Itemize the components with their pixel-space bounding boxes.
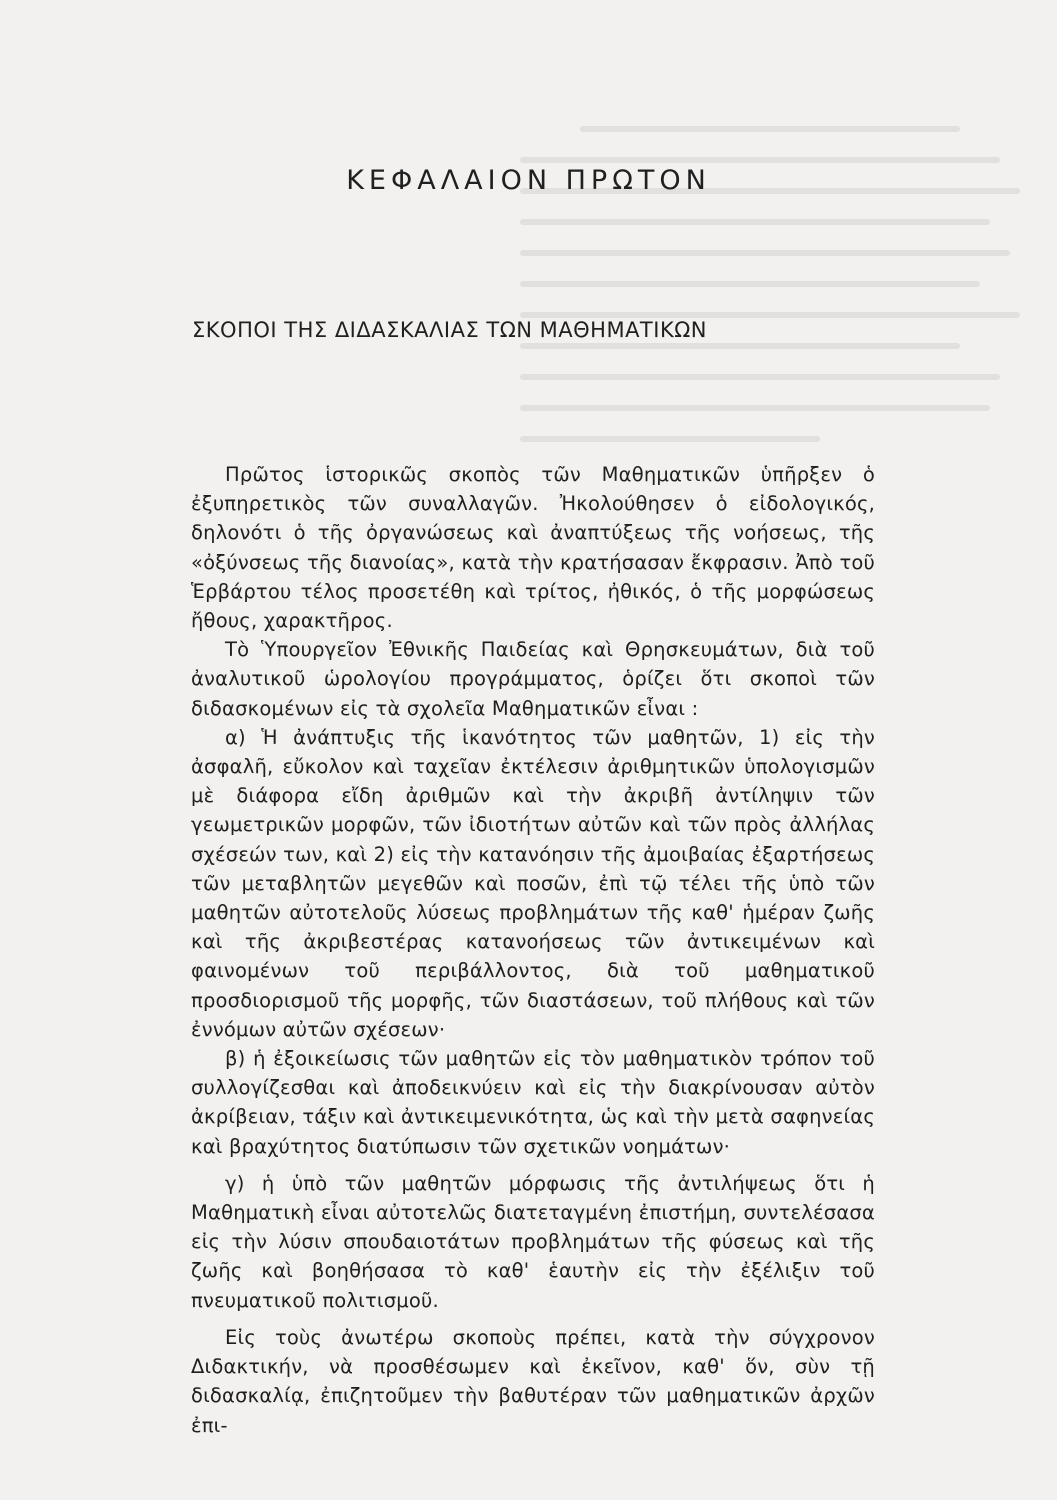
paragraph-5: γ) ἡ ὑπὸ τῶν μαθητῶν μόρφωσις τῆς ἀντιλήψεως ὅτι ἡ Μαθηματικὴ εἶναι αὐτοτελῶς διατεταγμένη ἐπιστήμη, συντελέσασα εἰς τὴν λύσιν σπουδαιοτάτων προβλημάτων τῆς φύσεως καὶ τῆς ζωῆς καὶ βοηθήσασα τὸ καθ' ἑαυτὴν εἰς τὴν ἐξέλιξιν τοῦ πνευματικοῦ πολιτισμοῦ. — [191, 1171, 875, 1312]
paragraph-6: Εἰς τοὺς ἀνωτέρω σκοποὺς πρέπει, κατὰ τὴν σύγχρονον Διδακτικήν, νὰ προσθέσωμεν καὶ ἐκεῖνον, καθ' ὅν, σὺν τῇ διδασκαλίᾳ, ἐπιζητοῦμεν τὴν βαθυτέραν τῶν μαθηματικῶν ἀρχῶν ἐπι- — [191, 1325, 875, 1437]
paragraph-4: β) ἡ ἐξοικείωσις τῶν μαθητῶν εἰς τὸν μαθηματικὸν τρόπον τοῦ συλλογίζεσθαι καὶ ἀποδεικνύειν καὶ εἰς τὴν διακρίνουσαν αὐτὸν ἀκρίβειαν, τάξιν καὶ ἀντικειμενικότητα, ὡς καὶ τὴν μετὰ σαφηνείας καὶ βραχύτητος διατύπωσιν τῶν σχετικῶν νοημάτων· — [191, 1047, 875, 1158]
chapter-title: ΚΕΦΑΛΑΙΟΝ ΠΡΩΤΟΝ — [346, 165, 711, 196]
paragraph-1: Πρῶτος ἱστορικῶς σκοπὸς τῶν Μαθηματικῶν ὑπῆρξεν ὁ ἐξυπηρετικὸς τῶν συναλλαγῶν. Ἠκολούθησεν ὁ εἰδολογικός, δηλονότι ὁ τῆς ὀργανώσεως καὶ ἀναπτύξεως τῆς νοήσεως, τῆς «ὀξύνσεως τῆς διανοίας», κατὰ τὴν κρατήσασαν ἔκφρασιν. Ἀπὸ τοῦ Ἑρβάρτου τέλος προσετέθη καὶ τρίτος, ἠθικός, ὁ τῆς μορφώσεως ἤθους, χαρακτῆρος. — [191, 463, 875, 633]
paragraph-2: Τὸ Ὑπουργεῖον Ἐθνικῆς Παιδείας καὶ Θρησκευμάτων, διὰ τοῦ ἀναλυτικοῦ ὡρολογίου προγράμματος, ὁρίζει ὅτι σκοποὶ τῶν διδασκομένων εἰς τὰ σχολεῖα Μαθηματικῶν εἶναι : — [191, 638, 875, 720]
section-title: ΣΚΟΠΟΙ ΤΗΣ ΔΙΔΑΣΚΑΛΙΑΣ ΤΩΝ ΜΑΘΗΜΑΤΙΚΩΝ — [192, 318, 707, 342]
bleed-through-text — [520, 110, 1040, 470]
paragraph-3: α) Ἡ ἀνάπτυξις τῆς ἱκανότητος τῶν μαθητῶν, 1) εἰς τὴν ἀσφαλῆ, εὔκολον καὶ ταχεῖαν ἐκτέλεσιν ἀριθμητικῶν ὑπολογισμῶν μὲ διάφορα εἴδη ἀριθμῶν καὶ τὴν ἀκριβῆ ἀντίληψιν τῶν γεωμετρικῶν μορφῶν, τῶν ἰδιοτήτων αὐτῶν καὶ τῶν πρὸς ἀλλήλας σχέσεών των, καὶ 2) εἰς τὴν κατανόησιν τῆς ἀμοιβαίας ἐξαρτήσεως τῶν μεταβλητῶν μεγεθῶν καὶ ποσῶν, ἐπὶ τῷ τέλει τῆς ὑπὸ τῶν μαθητῶν αὐτοτελοῦς λύσεως προβλημάτων τῆς καθ' ἡμέραν ζωῆς καὶ τῆς ἀκριβεστέρας κατανοήσεως τῶν ἀντικειμένων καὶ φαινομένων τοῦ περιβάλλοντος, διὰ τοῦ μαθηματικοῦ προσδιορισμοῦ τῆς μορφῆς, τῶν διαστάσεων, τοῦ πλήθους καὶ τῶν ἐννόμων αὐτῶν σχέσεων· — [191, 725, 875, 1041]
body-text — [191, 460, 875, 1440]
